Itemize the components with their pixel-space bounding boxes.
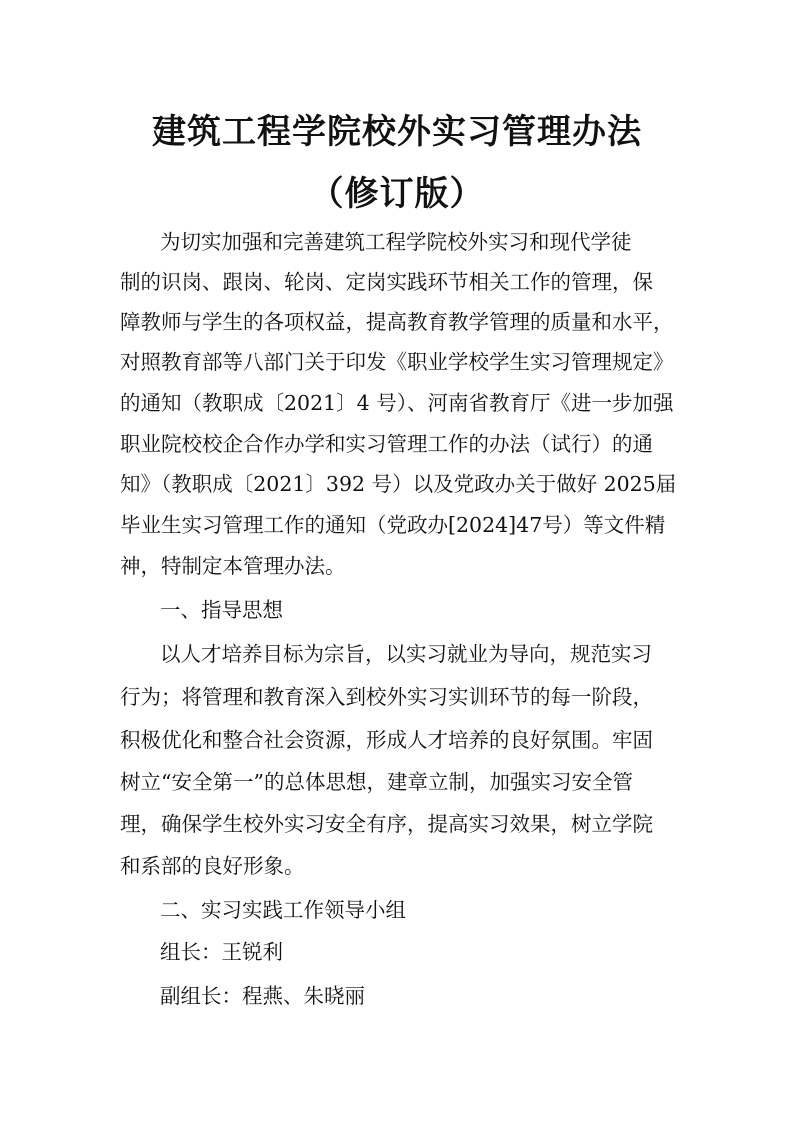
section-heading: 一、指导思想 (160, 598, 283, 622)
section1-line: 行为；将管理和教育深入到校外实习实训环节的每一阶段， (120, 685, 653, 709)
document-title: 建筑工程学院校外实习管理办法 (152, 112, 642, 152)
section1-line: 和系部的良好形象。 (120, 854, 305, 878)
section1-line: 树立“安全第一”的总体思想，建章立制，加强实习安全管 (120, 770, 633, 794)
deputy-leader-line: 副组长：程燕、朱晓丽 (160, 984, 365, 1008)
intro-line: 制的识岗、跟岗、轮岗、定岗实践环节相关工作的管理，保 (120, 270, 653, 294)
intro-line: 对照教育部等八部门关于印发《职业学校学生实习管理规定》 (120, 350, 674, 374)
intro-line: 的通知（教职成〔2021〕4 号）、河南省教育厅《进一步加强 (120, 391, 674, 415)
section1-line: 理，确保学生校外实习安全有序，提高实习效果，树立学院 (120, 812, 653, 836)
leader-line: 组长：王锐利 (160, 940, 283, 964)
intro-line: 为切实加强和完善建筑工程学院校外实习和现代学徒 (160, 230, 632, 254)
section-heading: 二、实习实践工作领导小组 (160, 898, 406, 922)
document-subtitle: （修订版） (309, 174, 485, 214)
intro-line: 神，特制定本管理办法。 (120, 554, 346, 578)
intro-line: 障教师与学生的各项权益，提高教育教学管理的质量和水平， (120, 310, 674, 334)
section1-line: 以人才培养目标为宗旨，以实习就业为导向，规范实习 (160, 642, 652, 666)
intro-line: 知》（教职成〔2021〕392 号）以及党政办关于做好 2025届 (120, 472, 677, 496)
section1-line: 积极优化和整合社会资源，形成人才培养的良好氛围。牢固 (120, 728, 653, 752)
intro-line: 毕业生实习管理工作的通知（党政办[2024]47号）等文件精 (120, 513, 666, 537)
intro-line: 职业院校校企合作办学和实习管理工作的办法（试行）的通 (120, 432, 653, 456)
